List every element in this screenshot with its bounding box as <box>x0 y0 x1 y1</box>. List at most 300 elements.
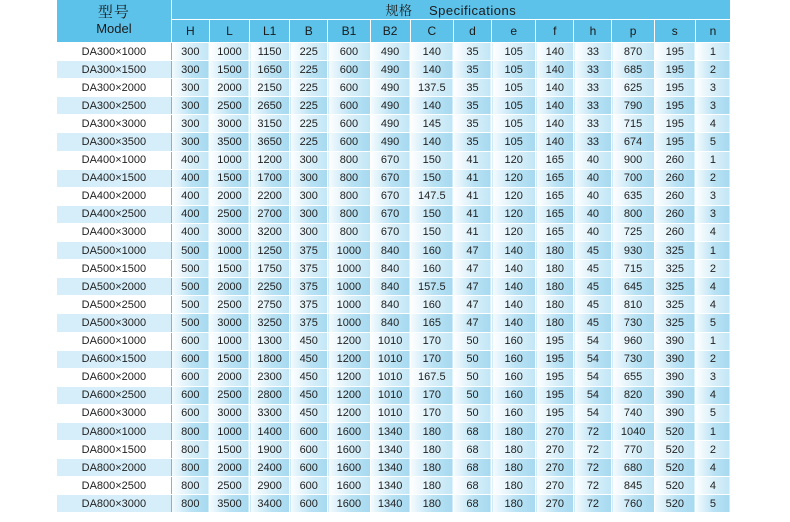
spec-cell-h: 800 <box>171 441 209 459</box>
spec-cell-h: 45 <box>574 242 612 260</box>
model-cell: DA600×3000 <box>57 404 171 422</box>
spec-cell-s: 325 <box>654 242 695 260</box>
spec-cell-l1: 3200 <box>250 223 290 241</box>
spec-cell-l1: 1300 <box>250 332 290 350</box>
spec-cell-d: 47 <box>453 314 491 332</box>
spec-cell-d: 41 <box>453 169 491 187</box>
spec-cell-e: 160 <box>492 332 536 350</box>
spec-cell-l: 2000 <box>209 278 249 296</box>
spec-cell-e: 140 <box>492 260 536 278</box>
spec-cell-n: 2 <box>695 169 730 187</box>
spec-cell-e: 105 <box>492 133 536 151</box>
spec-cell-h: 40 <box>574 223 612 241</box>
spec-cell-c: 157.5 <box>410 278 453 296</box>
spec-cell-p: 900 <box>612 151 654 169</box>
spec-cell-b: 225 <box>290 43 328 61</box>
spec-cell-h: 400 <box>171 223 209 241</box>
spec-cell-h: 72 <box>574 459 612 477</box>
spec-cell-f: 140 <box>536 115 574 133</box>
spec-cell-l: 2500 <box>209 477 249 495</box>
spec-cell-s: 260 <box>654 223 695 241</box>
spec-cell-h: 300 <box>171 115 209 133</box>
spec-cell-b1: 800 <box>328 151 370 169</box>
table-row <box>57 350 731 368</box>
spec-cell-b2: 840 <box>370 278 410 296</box>
model-cell: DA800×1000 <box>57 422 171 440</box>
spec-cell-f: 180 <box>536 278 574 296</box>
spec-cell-b2: 1010 <box>370 350 410 368</box>
spec-cell-b1: 800 <box>328 205 370 223</box>
spec-cell-b2: 1340 <box>370 441 410 459</box>
spec-cell-d: 41 <box>453 223 491 241</box>
spec-cell-b1: 1200 <box>328 404 370 422</box>
spec-cell-c: 150 <box>410 151 453 169</box>
spec-cell-s: 520 <box>654 495 695 513</box>
spec-cell-h: 600 <box>171 332 209 350</box>
column-header-l: L <box>209 20 249 43</box>
spec-cell-d: 68 <box>453 441 491 459</box>
spec-cell-l: 2500 <box>209 296 249 314</box>
spec-cell-d: 50 <box>453 332 491 350</box>
spec-cell-h: 33 <box>574 43 612 61</box>
spec-cell-f: 195 <box>536 350 574 368</box>
spec-cell-e: 180 <box>492 422 536 440</box>
spec-cell-d: 35 <box>453 97 491 115</box>
spec-cell-d: 47 <box>453 278 491 296</box>
spec-cell-h: 400 <box>171 205 209 223</box>
spec-cell-b: 450 <box>290 386 328 404</box>
spec-cell-e: 160 <box>492 368 536 386</box>
spec-cell-l1: 1650 <box>250 61 290 79</box>
spec-cell-p: 725 <box>612 223 654 241</box>
spec-cell-h: 500 <box>171 260 209 278</box>
spec-cell-l1: 2700 <box>250 205 290 223</box>
spec-cell-d: 47 <box>453 296 491 314</box>
spec-cell-p: 730 <box>612 314 654 332</box>
spec-cell-f: 195 <box>536 332 574 350</box>
spec-cell-f: 180 <box>536 242 574 260</box>
spec-cell-n: 3 <box>695 368 730 386</box>
spec-cell-n: 2 <box>695 61 730 79</box>
spec-cell-c: 140 <box>410 133 453 151</box>
spec-cell-l: 1500 <box>209 61 249 79</box>
spec-cell-c: 147.5 <box>410 187 453 205</box>
column-header-c: C <box>410 20 453 43</box>
spec-cell-h: 72 <box>574 495 612 513</box>
spec-cell-h: 400 <box>171 187 209 205</box>
model-cell: DA800×3000 <box>57 495 171 513</box>
spec-cell-n: 3 <box>695 205 730 223</box>
spec-cell-c: 180 <box>410 422 453 440</box>
spec-header-zh: 规格 <box>385 3 413 18</box>
spec-cell-h: 300 <box>171 97 209 115</box>
spec-cell-f: 270 <box>536 422 574 440</box>
spec-cell-c: 150 <box>410 223 453 241</box>
table-row <box>57 223 731 241</box>
spec-cell-f: 270 <box>536 459 574 477</box>
column-header-h: h <box>574 20 612 43</box>
spec-cell-b2: 1340 <box>370 495 410 513</box>
spec-cell-p: 655 <box>612 368 654 386</box>
spec-cell-p: 740 <box>612 404 654 422</box>
model-cell: DA300×3500 <box>57 133 171 151</box>
spec-cell-b1: 1600 <box>328 459 370 477</box>
spec-cell-e: 160 <box>492 350 536 368</box>
spec-cell-h: 54 <box>574 350 612 368</box>
spec-cell-c: 140 <box>410 97 453 115</box>
spec-cell-h: 33 <box>574 79 612 97</box>
spec-cell-p: 635 <box>612 187 654 205</box>
spec-cell-b1: 1200 <box>328 332 370 350</box>
spec-cell-s: 195 <box>654 79 695 97</box>
spec-cell-n: 4 <box>695 223 730 241</box>
spec-cell-e: 160 <box>492 404 536 422</box>
spec-cell-l: 2500 <box>209 205 249 223</box>
spec-cell-b: 600 <box>290 441 328 459</box>
spec-cell-l: 3000 <box>209 115 249 133</box>
spec-cell-b: 225 <box>290 97 328 115</box>
spec-cell-d: 35 <box>453 61 491 79</box>
spec-cell-b: 600 <box>290 477 328 495</box>
table-row <box>57 43 731 61</box>
spec-cell-h: 600 <box>171 368 209 386</box>
spec-cell-d: 68 <box>453 422 491 440</box>
spec-cell-h: 40 <box>574 169 612 187</box>
spec-cell-p: 960 <box>612 332 654 350</box>
model-cell: DA400×2000 <box>57 187 171 205</box>
spec-cell-b: 375 <box>290 278 328 296</box>
spec-cell-b1: 1200 <box>328 368 370 386</box>
spec-cell-b1: 1200 <box>328 350 370 368</box>
spec-cell-b2: 840 <box>370 314 410 332</box>
spec-cell-h: 33 <box>574 115 612 133</box>
spec-cell-c: 170 <box>410 350 453 368</box>
spec-cell-p: 820 <box>612 386 654 404</box>
spec-cell-h: 45 <box>574 314 612 332</box>
spec-cell-s: 325 <box>654 296 695 314</box>
spec-cell-s: 325 <box>654 260 695 278</box>
spec-cell-b: 375 <box>290 242 328 260</box>
spec-cell-b: 225 <box>290 79 328 97</box>
spec-cell-l1: 2250 <box>250 278 290 296</box>
spec-cell-l: 1500 <box>209 260 249 278</box>
spec-cell-c: 165 <box>410 314 453 332</box>
spec-cell-b2: 490 <box>370 133 410 151</box>
spec-cell-c: 170 <box>410 386 453 404</box>
spec-cell-l1: 3650 <box>250 133 290 151</box>
spec-cell-f: 270 <box>536 441 574 459</box>
spec-cell-h: 600 <box>171 386 209 404</box>
spec-cell-e: 105 <box>492 79 536 97</box>
spec-cell-h: 500 <box>171 296 209 314</box>
spec-cell-b1: 600 <box>328 115 370 133</box>
spec-cell-f: 165 <box>536 223 574 241</box>
model-cell: DA300×1000 <box>57 43 171 61</box>
spec-cell-e: 140 <box>492 314 536 332</box>
model-cell: DA800×2500 <box>57 477 171 495</box>
spec-cell-l: 1500 <box>209 169 249 187</box>
spec-cell-f: 195 <box>536 386 574 404</box>
spec-cell-e: 180 <box>492 441 536 459</box>
spec-cell-b: 300 <box>290 151 328 169</box>
spec-cell-n: 4 <box>695 278 730 296</box>
spec-cell-l: 3000 <box>209 404 249 422</box>
spec-cell-h: 33 <box>574 133 612 151</box>
spec-cell-b2: 670 <box>370 151 410 169</box>
spec-cell-d: 41 <box>453 187 491 205</box>
spec-cell-p: 760 <box>612 495 654 513</box>
model-cell: DA300×1500 <box>57 61 171 79</box>
spec-cell-l: 1500 <box>209 441 249 459</box>
spec-cell-h: 400 <box>171 151 209 169</box>
table-row <box>57 459 731 477</box>
spec-cell-e: 180 <box>492 495 536 513</box>
spec-cell-s: 520 <box>654 477 695 495</box>
spec-cell-c: 150 <box>410 205 453 223</box>
spec-cell-h: 54 <box>574 404 612 422</box>
spec-cell-h: 500 <box>171 242 209 260</box>
spec-header-en: Specifications <box>429 3 517 18</box>
spec-cell-l1: 2300 <box>250 368 290 386</box>
spec-cell-h: 72 <box>574 477 612 495</box>
spec-cell-s: 390 <box>654 350 695 368</box>
spec-cell-b1: 1000 <box>328 278 370 296</box>
spec-cell-c: 150 <box>410 169 453 187</box>
spec-cell-b1: 600 <box>328 133 370 151</box>
spec-cell-s: 195 <box>654 61 695 79</box>
spec-cell-b: 450 <box>290 404 328 422</box>
spec-cell-b1: 1600 <box>328 495 370 513</box>
spec-cell-b1: 600 <box>328 79 370 97</box>
spec-cell-b2: 1010 <box>370 404 410 422</box>
spec-cell-b2: 1010 <box>370 386 410 404</box>
column-header-b1: B1 <box>328 20 370 43</box>
spec-cell-h: 300 <box>171 43 209 61</box>
spec-cell-b2: 490 <box>370 43 410 61</box>
spec-cell-p: 1040 <box>612 422 654 440</box>
spec-cell-c: 167.5 <box>410 368 453 386</box>
spec-cell-d: 35 <box>453 115 491 133</box>
column-header-d: d <box>453 20 491 43</box>
spec-cell-h: 300 <box>171 79 209 97</box>
spec-cell-h: 45 <box>574 278 612 296</box>
spec-cell-b2: 670 <box>370 187 410 205</box>
spec-cell-l1: 1900 <box>250 441 290 459</box>
spec-cell-s: 520 <box>654 459 695 477</box>
spec-cell-l1: 2650 <box>250 97 290 115</box>
table-row <box>57 97 731 115</box>
spec-cell-h: 72 <box>574 422 612 440</box>
spec-cell-l1: 3400 <box>250 495 290 513</box>
model-cell: DA400×1500 <box>57 169 171 187</box>
spec-cell-n: 4 <box>695 459 730 477</box>
spec-cell-f: 180 <box>536 314 574 332</box>
model-cell: DA500×1000 <box>57 242 171 260</box>
spec-cell-h: 54 <box>574 332 612 350</box>
table-row <box>57 422 731 440</box>
spec-cell-l: 1000 <box>209 242 249 260</box>
spec-cell-f: 140 <box>536 61 574 79</box>
spec-cell-b2: 1010 <box>370 368 410 386</box>
spec-cell-f: 180 <box>536 296 574 314</box>
spec-cell-l1: 1200 <box>250 151 290 169</box>
spec-cell-e: 120 <box>492 187 536 205</box>
spec-cell-h: 33 <box>574 97 612 115</box>
model-cell: DA600×2000 <box>57 368 171 386</box>
spec-cell-c: 170 <box>410 332 453 350</box>
table-row <box>57 296 731 314</box>
table-row <box>57 115 731 133</box>
spec-cell-c: 170 <box>410 404 453 422</box>
table-row <box>57 332 731 350</box>
spec-cell-n: 4 <box>695 477 730 495</box>
spec-cell-f: 165 <box>536 169 574 187</box>
table-row <box>57 79 731 97</box>
spec-cell-l: 3000 <box>209 223 249 241</box>
spec-cell-l: 1000 <box>209 151 249 169</box>
spec-cell-l: 2500 <box>209 386 249 404</box>
column-header-h: H <box>171 20 209 43</box>
spec-cell-b2: 490 <box>370 97 410 115</box>
spec-cell-b1: 800 <box>328 187 370 205</box>
spec-cell-b1: 1600 <box>328 422 370 440</box>
table-body <box>57 43 731 513</box>
spec-cell-n: 2 <box>695 260 730 278</box>
spec-cell-h: 54 <box>574 386 612 404</box>
table-row <box>57 187 731 205</box>
spec-cell-d: 50 <box>453 350 491 368</box>
spec-cell-s: 520 <box>654 441 695 459</box>
spec-cell-b: 375 <box>290 296 328 314</box>
spec-cell-b1: 600 <box>328 61 370 79</box>
table-row <box>57 278 731 296</box>
spec-cell-l1: 1750 <box>250 260 290 278</box>
spec-cell-b1: 1000 <box>328 260 370 278</box>
spec-cell-b: 225 <box>290 133 328 151</box>
model-cell: DA400×2500 <box>57 205 171 223</box>
column-header-b: B <box>290 20 328 43</box>
spec-cell-h: 500 <box>171 278 209 296</box>
spec-cell-b2: 1010 <box>370 332 410 350</box>
spec-cell-b: 300 <box>290 169 328 187</box>
spec-cell-c: 160 <box>410 242 453 260</box>
spec-cell-p: 715 <box>612 115 654 133</box>
spec-cell-p: 870 <box>612 43 654 61</box>
spec-cell-d: 35 <box>453 79 491 97</box>
spec-cell-b2: 1340 <box>370 477 410 495</box>
spec-cell-b: 600 <box>290 495 328 513</box>
spec-cell-e: 160 <box>492 386 536 404</box>
spec-cell-l1: 1800 <box>250 350 290 368</box>
spec-cell-l1: 2750 <box>250 296 290 314</box>
spec-cell-d: 68 <box>453 495 491 513</box>
column-header-p: p <box>612 20 654 43</box>
spec-cell-e: 105 <box>492 43 536 61</box>
spec-cell-d: 68 <box>453 477 491 495</box>
spec-cell-s: 260 <box>654 151 695 169</box>
model-cell: DA300×2000 <box>57 79 171 97</box>
spec-cell-p: 685 <box>612 61 654 79</box>
model-column-header <box>57 0 171 43</box>
spec-cell-l1: 3300 <box>250 404 290 422</box>
spec-cell-e: 140 <box>492 296 536 314</box>
spec-cell-d: 68 <box>453 459 491 477</box>
spec-cell-l: 1000 <box>209 332 249 350</box>
spec-cell-p: 700 <box>612 169 654 187</box>
spec-cell-b1: 1000 <box>328 242 370 260</box>
spec-cell-h: 45 <box>574 260 612 278</box>
spec-cell-l1: 3150 <box>250 115 290 133</box>
spec-cell-h: 300 <box>171 61 209 79</box>
spec-cell-b1: 800 <box>328 169 370 187</box>
spec-cell-b: 450 <box>290 368 328 386</box>
model-cell: DA400×3000 <box>57 223 171 241</box>
model-cell: DA800×2000 <box>57 459 171 477</box>
spec-cell-n: 1 <box>695 151 730 169</box>
spec-cell-b: 375 <box>290 260 328 278</box>
spec-cell-l1: 1400 <box>250 422 290 440</box>
spec-cell-h: 800 <box>171 422 209 440</box>
spec-cell-f: 195 <box>536 404 574 422</box>
spec-cell-c: 160 <box>410 296 453 314</box>
spec-cell-s: 195 <box>654 97 695 115</box>
spec-cell-n: 4 <box>695 115 730 133</box>
spec-cell-b2: 490 <box>370 61 410 79</box>
spec-cell-d: 41 <box>453 151 491 169</box>
spec-cell-f: 140 <box>536 43 574 61</box>
spec-cell-d: 35 <box>453 43 491 61</box>
spec-cell-h: 40 <box>574 205 612 223</box>
table-row <box>57 133 731 151</box>
spec-cell-b1: 600 <box>328 97 370 115</box>
spec-cell-c: 160 <box>410 260 453 278</box>
spec-cell-l: 3000 <box>209 314 249 332</box>
spec-cell-b2: 490 <box>370 115 410 133</box>
spec-cell-f: 140 <box>536 97 574 115</box>
spec-cell-h: 40 <box>574 187 612 205</box>
spec-cell-n: 4 <box>695 386 730 404</box>
spec-cell-c: 145 <box>410 115 453 133</box>
spec-cell-n: 2 <box>695 350 730 368</box>
spec-cell-e: 180 <box>492 459 536 477</box>
spec-cell-p: 790 <box>612 97 654 115</box>
spec-cell-c: 180 <box>410 459 453 477</box>
spec-cell-p: 715 <box>612 260 654 278</box>
spec-cell-b1: 600 <box>328 43 370 61</box>
column-header-b2: B2 <box>370 20 410 43</box>
spec-cell-d: 35 <box>453 133 491 151</box>
spec-cell-b2: 670 <box>370 169 410 187</box>
model-cell: DA800×1500 <box>57 441 171 459</box>
spec-cell-l1: 2800 <box>250 386 290 404</box>
spec-cell-b: 600 <box>290 459 328 477</box>
spec-cell-p: 730 <box>612 350 654 368</box>
spec-cell-l: 2000 <box>209 187 249 205</box>
spec-cell-h: 300 <box>171 133 209 151</box>
column-header-l1: L1 <box>250 20 290 43</box>
spec-cell-n: 3 <box>695 79 730 97</box>
spec-cell-p: 680 <box>612 459 654 477</box>
spec-cell-h: 800 <box>171 495 209 513</box>
spec-cell-e: 120 <box>492 151 536 169</box>
spec-cell-s: 260 <box>654 187 695 205</box>
table-row <box>57 61 731 79</box>
spec-cell-n: 5 <box>695 495 730 513</box>
spec-cell-e: 105 <box>492 61 536 79</box>
model-cell: DA500×3000 <box>57 314 171 332</box>
spec-cell-b2: 490 <box>370 79 410 97</box>
spec-cell-s: 390 <box>654 386 695 404</box>
